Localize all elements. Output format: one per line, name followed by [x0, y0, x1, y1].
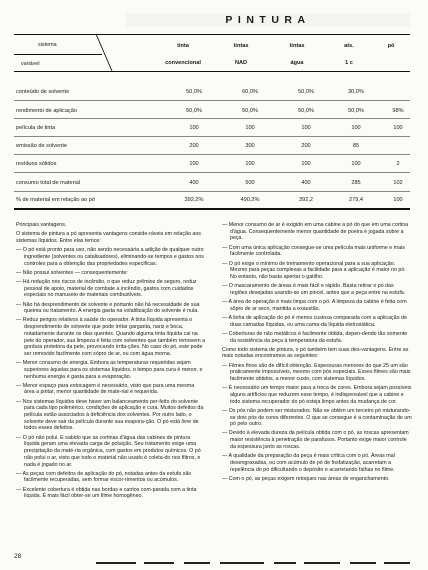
list-item: — A linha de aplicação do pó é menos custosa comparada com a aplicação de duas camadas líquidas, ou uma cama-da líquida eletrostática.: [222, 314, 407, 328]
list-item: — Filmes finos são de difícil obtenção. Espessuras menores do que 25 um são praticamente impossíveis, mesmo com pós especiais. Esses filmes são mais facilmente obtidos, a menor custo, com sistemas líquidos.: [222, 362, 411, 383]
list-item: — A área de operação é mais limpa com o pó. A limpeza da cabine é feita com sôpro de ar seco, mantida a exaustão.: [222, 299, 407, 312]
list-item: — Excelente cobertura é obtida nas bordas e cantos com-parada com a tinta líquida. É mais fácil obter-se um filme homogêneo.: [16, 486, 197, 500]
row-label: emissão de solvente: [16, 143, 67, 149]
list-item: — As peças com defeitos de aplicação do pó, notadas antes da estufa são facilmente recuperadas, sem formar escor-rimentos ou acúmulos.: [16, 470, 192, 484]
row-label: rendimento de aplicação: [16, 108, 77, 114]
table-header: [14, 34, 410, 72]
row-label: conteúdo de solvente: [16, 89, 70, 95]
list-item: — O pó está pronto para uso, não sendo necessária a adição de qualquer outro ingrediente (solventes ou catalisadores), eliminando-se tempos e gastos nos controles para a obtenção das propriedades específicas.: [16, 247, 204, 267]
list-item: — Há redução nos riscos de incêndio, o que reduz prêmios de seguro, reduz pessoal de apoio, material de combate a incêndio, gastos com cuidados especiais no manuseio de materiais combustíveis.: [16, 278, 197, 299]
cell: 50,0%: [186, 89, 202, 95]
cell: 50,0%: [298, 89, 314, 95]
list-item: — Os pós não podem ser misturados. Não se obtém um terceiro pó misturando-se dois pós de cores diferentes. O que se consegue é a contaminação de um pó pelo outro.: [222, 407, 412, 428]
intro-paragraph: O sistema de pintura a pó apresenta vantagens conside-ráveis em relação aos sistemas líquidos. Entre elas temos:: [16, 231, 201, 244]
list-item: — Menor consumo de energia. Embora as temperaturas requeridas sejam superiores àquelas para os sistemas líquidos, o tempo para cura é menor, e nenhuma energia é gasta para a evaporação.: [16, 360, 203, 380]
list-item: — Devido à elevada dureza da película obtida com o pó, as roscas apresentam maior resistência à penetração de parafusos. Portanto exige maior controle da espessura junto as roscas.: [222, 430, 409, 450]
list-item: — Menor consumo de ar é exigido em uma cabine a pó do que em uma cortina d'água. Consequentemente menor quantidade de poeira é jogada sobre a peça.: [222, 222, 409, 242]
cell: 500: [245, 180, 255, 186]
header-diagonal-line: [14, 34, 114, 74]
left-column: [16, 222, 206, 503]
row-label: % de material em relação ao pó: [16, 197, 95, 203]
list-item: — Com o pó, as peças exigem retoques nas áreas de enganchamento.: [222, 475, 390, 482]
col-header-ats-l2: 1 c: [345, 60, 353, 66]
decorative-footer-bars: [96, 562, 410, 565]
cell: 100: [189, 125, 199, 131]
cell: 279,4: [349, 197, 363, 203]
list-item: — O pó não polui. E sabido que as cortinas d'água das cabines de pintura líquida geram uma elevada carga de poluição. Seu tratamento exige uma precipitação da maté-ria orgânica, com gastos em produtos químicos. O pó não polui o ar, visto que todo o material não usado é coleta-do nos filtros, e nada é jogado no ar.: [16, 434, 201, 468]
col-header-agua-l2: água: [290, 60, 304, 66]
page-number: 28: [14, 553, 22, 560]
cell: 400: [301, 180, 311, 186]
cell: 285: [351, 180, 361, 186]
cell: 100: [393, 125, 403, 131]
cell: 98%: [392, 108, 404, 114]
col-header-convencional-l2: convencional: [165, 60, 201, 66]
section-heading: Principais vantagens.: [16, 222, 67, 228]
header-variavel-label: variável: [21, 61, 40, 67]
list-item: — Com uma única aplicação consegue-se uma película mais uniforme e mais facilmente controlada.: [222, 244, 405, 258]
cell: 102: [393, 180, 403, 186]
cell: 392,2: [299, 197, 313, 203]
cell: 400: [189, 180, 199, 186]
row-label: película de tinta: [16, 125, 56, 131]
cell: 100: [351, 125, 361, 131]
col-header-agua-l1: tintas: [289, 43, 305, 49]
row-label: resíduos sólidos: [16, 161, 57, 167]
cell: 50,0%: [186, 108, 202, 114]
list-item: — Nos sistemas líquidos deve haver um balanceamento per-feito do solvente para cada tipo polimérico, condições de aplicação e cura. Muitos defeitos da película estão associados à deficiência dos solventes. Por outro lado, o solvente deve sair da película durante sua evapora-ção. O pó está livre de todos esses defeitos.: [16, 398, 204, 432]
list-item: — Reduz perigos relativos à saúde do operador. A tinta líquida apresenta o desprendimento de solvente que pode irritar garganta, nariz e boca, notadamente durante os dias quentes. Quando alguma tinta líquida cai na pele do operador, sua limpeza é feita com solventes que também removem a gordura protetora da pele, provocando irrita-ções. No caso do pó, este pode ser removido facilmente com sópro de ar, ou com água morna.: [16, 317, 206, 357]
cell: 200: [301, 143, 311, 149]
header-sistema-label: sistema: [38, 42, 57, 48]
cell: 85: [352, 143, 360, 149]
cell: 200: [189, 143, 199, 149]
cell: 100: [301, 125, 311, 131]
table-bottom-rule: [14, 208, 410, 210]
cell: 100: [301, 161, 311, 167]
cell: 100: [245, 161, 255, 167]
cell: 50,0%: [298, 108, 314, 114]
right-column: [222, 222, 412, 485]
col-header-nad-l1: tintas: [233, 43, 249, 49]
list-item: — É necessário um tempo maior para a troca de cores. Embora sejam possíveis alguns artifícios que reduzem esse tempo, é indispensável que a cabine e todo sistema recuperador do pó esteja limpo antes da mudança de cor.: [222, 385, 412, 405]
list-item: — O pó exige o mínimo de treinamento operacional para a sua aplicação. Mesmo para peças complexas a facilidade para a aplicação é maior no pó. No entanto, não basta apertar o gatilho.: [222, 260, 406, 280]
page-title: PINTURA: [126, 13, 410, 27]
cell: 50,0%: [348, 108, 364, 114]
cell: 100: [245, 125, 255, 131]
cell: 60,0%: [242, 89, 258, 95]
col-header-nad-l2: NAD: [234, 60, 248, 66]
col-header-po-l1: pó: [387, 43, 395, 49]
cell: 392,2%: [184, 197, 204, 203]
list-item: — Menor espaço para estocagem é necessário, visto que para uma mesma área a pintar, menor quantidade de mate-rial é requerida.: [16, 382, 195, 396]
list-item: — Não há desprendimento de solvente e portanto não há necessidade de sua queima ou tratamento. A energia gasta na volatilização do solvente é nula.: [16, 301, 200, 315]
list-item: — Coberturas de não metálicos é facilmente obtida, depen-dendo tão somente da resistência da peça à temperatura da estufa.: [222, 330, 408, 344]
col-header-convencional-l1: tinta: [177, 43, 189, 49]
cell: 30,0%: [348, 89, 364, 95]
list-item: — O mascaramento de áreas é mais fácil e rápido. Basta retirar o pó das regiões desejadas usando-se um pincel, antes que a peça entre na estufa.: [222, 283, 406, 296]
cell: 2: [396, 161, 400, 167]
cell: 50,0%: [242, 108, 258, 114]
cell: 100: [393, 197, 403, 203]
cell: 100: [189, 161, 199, 167]
row-label: consumo total de material: [16, 180, 81, 186]
cell: 100: [351, 161, 361, 167]
list-item: — A qualidade da preparação da peça é mais crítica com o pó. Áreas mal desengraxadas, ou com acúmulo de pó de fosfatização, acarretam a repelência do pó dificultando o depósito e acarretando falhas no filme.: [222, 453, 395, 473]
list-item: — Não possui solventes — consequentemente:: [16, 269, 128, 276]
cell: 490,2%: [240, 197, 260, 203]
disadvantages-paragraph: Como todo sistema de pintura, o pó também tem suas des-vantagens. Entre as mais notadas encontramos as seguintes:: [222, 346, 409, 360]
col-header-ats-l1: ats.: [344, 43, 354, 49]
cell: 300: [245, 143, 255, 149]
